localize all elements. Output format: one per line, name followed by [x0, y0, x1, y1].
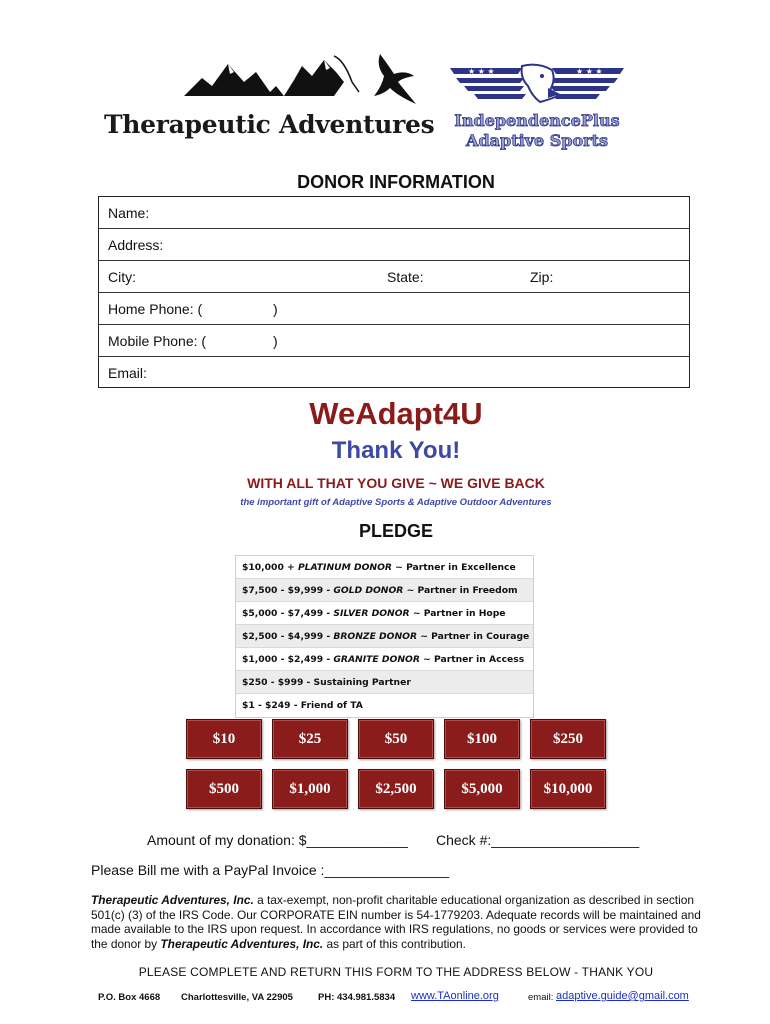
thank-you-heading: Thank You! — [331, 437, 461, 464]
mountains-eagle-icon — [184, 52, 434, 110]
name-label: Name: — [108, 205, 150, 221]
amount-button-5000[interactable]: $5,000 — [444, 769, 520, 809]
amount-button-250[interactable]: $250 — [530, 719, 606, 759]
ta-logo-text: Therapeutic Adventures — [104, 110, 435, 139]
amount-button-25[interactable]: $25 — [272, 719, 348, 759]
city-label: City: — [108, 269, 136, 285]
independence-plus-logo — [444, 60, 630, 155]
email-field[interactable] — [99, 357, 689, 389]
email-link[interactable]: adaptive.guide@gmail.com — [556, 990, 689, 1002]
amount-button-1000[interactable]: $1,000 — [272, 769, 348, 809]
donor-information-form — [98, 196, 690, 388]
name-field[interactable] — [99, 197, 689, 229]
amount-button-2500[interactable]: $2,500 — [358, 769, 434, 809]
amount-button-100[interactable]: $100 — [444, 719, 520, 759]
address-field[interactable] — [99, 229, 689, 261]
pledge-level-row: $1 - $249 - Friend of TA — [242, 700, 363, 711]
website-link[interactable]: www.TAonline.org — [411, 990, 499, 1002]
pledge-level-row: $250 - $999 - Sustaining Partner — [236, 671, 533, 694]
mobile-phone-label: Mobile Phone: ( — [108, 333, 207, 349]
amount-button-10000[interactable]: $10,000 — [530, 769, 606, 809]
home-phone-field[interactable] — [99, 293, 689, 325]
city-state-zip-row[interactable] — [99, 261, 689, 293]
svg-text:★ ★ ★: ★ ★ ★ — [576, 67, 603, 76]
check-number-field[interactable]: Check #:___________________ — [436, 832, 640, 848]
amount-button-10[interactable]: $10 — [186, 719, 262, 759]
pledge-level-row: $7,500 - $9,999 - GOLD DONOR ~ Partner in Freedom — [236, 579, 533, 602]
amount-button-500[interactable]: $500 — [186, 769, 262, 809]
give-back-tagline: WITH ALL THAT YOU GIVE ~ WE GIVE BACK — [247, 475, 545, 491]
city-address: Charlottesville, VA 22905 — [181, 992, 293, 1003]
home-phone-label: Home Phone: ( — [108, 301, 203, 317]
email-label: Email: — [108, 365, 147, 381]
eagle-wings-icon — [444, 60, 630, 112]
address-label: Address: — [108, 237, 164, 253]
mobile-phone-paren: ) — [273, 333, 278, 349]
amount-button-50[interactable]: $50 — [358, 719, 434, 759]
zip-label: Zip: — [530, 269, 554, 285]
pledge-level-row: $1,000 - $2,499 - GRANITE DONOR ~ Partner in Access — [236, 648, 533, 671]
therapeutic-adventures-logo — [104, 52, 436, 144]
paypal-invoice-field[interactable]: Please Bill me with a PayPal Invoice :________________ — [91, 862, 450, 878]
state-label: State: — [387, 269, 424, 285]
phone-number: PH: 434.981.5834 — [318, 992, 396, 1003]
pledge-title: PLEDGE — [358, 521, 433, 541]
po-box: P.O. Box 4668 — [98, 992, 161, 1003]
donor-information-title: DONOR INFORMATION — [297, 172, 495, 192]
weadapt4u-title: WeAdapt4U — [309, 396, 483, 431]
return-instructions: PLEASE COMPLETE AND RETURN THIS FORM TO THE ADDRESS BELOW - THANK YOU — [138, 965, 654, 979]
pledge-level-row: $5,000 - $7,499 - SILVER DONOR ~ Partner in Hope — [236, 602, 533, 625]
tax-disclaimer: Therapeutic Adventures, Inc. a tax-exempt, non-profit charitable educational organization as described in section 501(c) (3) of the IRS Code. Our CORPORATE EIN number is 54-1779203. Adequate records will be maintained and made available to the IRS upon request. In accordance with IRS regulations, no goods or services were provided to the donor by Therapeutic Adventures, Inc. as part of this contribution. — [91, 893, 701, 951]
home-phone-paren: ) — [273, 301, 278, 317]
email-prefix: email: — [528, 992, 554, 1003]
pledge-level-row: $2,500 - $4,999 - BRONZE DONOR ~ Partner in Courage — [236, 625, 533, 648]
ip-logo-line1: IndependencePlus — [454, 111, 620, 130]
gift-subtitle: the important gift of Adaptive Sports & Adaptive Outdoor Adventures — [240, 497, 552, 508]
pledge-levels-table — [235, 555, 534, 718]
donation-amount-field[interactable]: Amount of my donation: $_____________ — [147, 832, 408, 848]
mobile-phone-field[interactable] — [99, 325, 689, 357]
pledge-level-row: $10,000 + PLATINUM DONOR ~ Partner in Excellence — [236, 556, 533, 579]
svg-text:★ ★ ★: ★ ★ ★ — [468, 67, 495, 76]
ip-logo-line2: Adaptive Sports — [466, 131, 608, 150]
